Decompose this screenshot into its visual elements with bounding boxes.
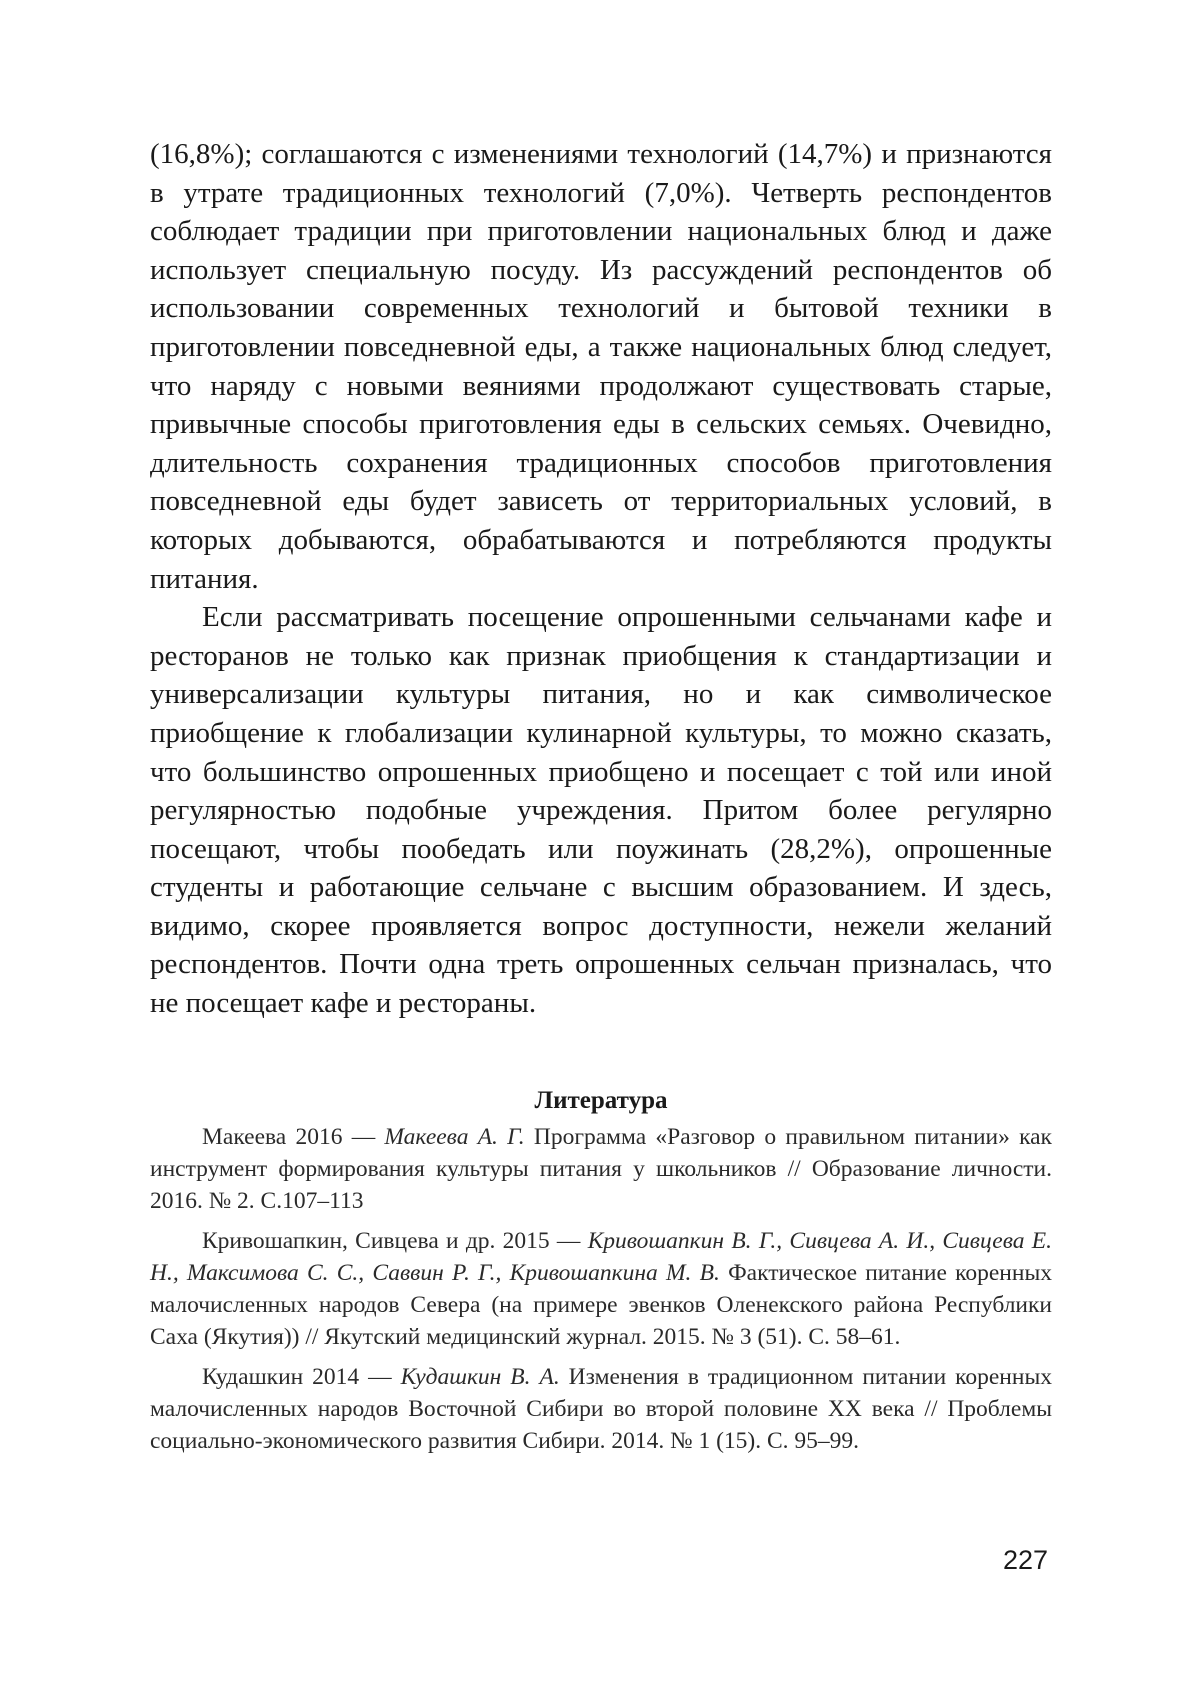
reference-authors: Кудашкин В. А.	[401, 1364, 560, 1390]
reference-authors: Кривошапкин В. Г., Сивцева А. И., Сивцева Е. Н., Максимова С. С., Саввин Р. Г., Кривошапкина М. В.	[150, 1228, 1052, 1286]
body-paragraph-2: Если рассматривать посещение опрошенными сельчанами кафе и ресторанов не только как признак приобщения к стандартизации и универсализации культуры питания, но и как символическое приобщение к глобализации кулинарной культуры, то можно сказать, что большинство опрошенных приобщено и посещает с той или иной регулярностью подобные учреждения. Притом более регулярно посещают, чтобы пообедать или поужинать (28,2%), опрошенные студенты и работающие сельчане с высшим образованием. И здесь, видимо, скорее проявляется вопрос доступности, нежели желаний респондентов. Почти одна треть опрошенных сельчан призналась, что не посещает кафе и рестораны.	[150, 598, 1052, 1023]
reference-text: Изменения в традиционном питании коренных малочисленных народов Восточной Сибири во второй половине XX века // Проблемы социально-экономического развития Сибири. 2014. № 1 (15). С. 95–99.	[150, 1364, 1052, 1454]
reference-key: Кривошапкин, Сивцева и др. 2015 —	[202, 1228, 588, 1254]
page-content	[150, 135, 1052, 1465]
references-title: Литература	[150, 1085, 1052, 1117]
reference-item	[150, 1121, 1052, 1217]
reference-authors: Макеева А. Г.	[384, 1124, 524, 1150]
reference-key: Макеева 2016 —	[202, 1124, 384, 1150]
reference-key: Кудашкин 2014 —	[202, 1364, 401, 1390]
reference-item	[150, 1361, 1052, 1457]
references-list	[150, 1121, 1052, 1457]
body-paragraph-1: (16,8%); соглашаются с изменениями технологий (14,7%) и признаются в утрате традиционных технологий (7,0%). Четверть респондентов соблюдает традиции при приготовлении национальных блюд и даже использует специальную посуду. Из рассуждений респондентов об использовании современных технологий и бытовой техники в приготовлении повседневной еды, а также национальных блюд следует, что наряду с новыми веяниями продолжают существовать старые, привычные способы приготовления еды в сельских семьях. Очевидно, длительность сохранения традиционных способов приготовления повседневной еды будет зависеть от территориальных условий, в которых добываются, обрабатываются и потребляются продукты питания.	[150, 135, 1052, 598]
reference-text: Фактическое питание коренных малочисленных народов Севера (на примере эвенков Оленекского района Республики Саха (Якутия)) // Якутский медицинский журнал. 2015. № 3 (51). С. 58–61.	[150, 1260, 1052, 1350]
reference-text: Программа «Разговор о правильном питании» как инструмент формирования культуры питания у школьников // Образование личности. 2016. № 2. С.107–113	[150, 1124, 1052, 1214]
page-number: 227	[1003, 1545, 1048, 1576]
reference-item	[150, 1225, 1052, 1353]
